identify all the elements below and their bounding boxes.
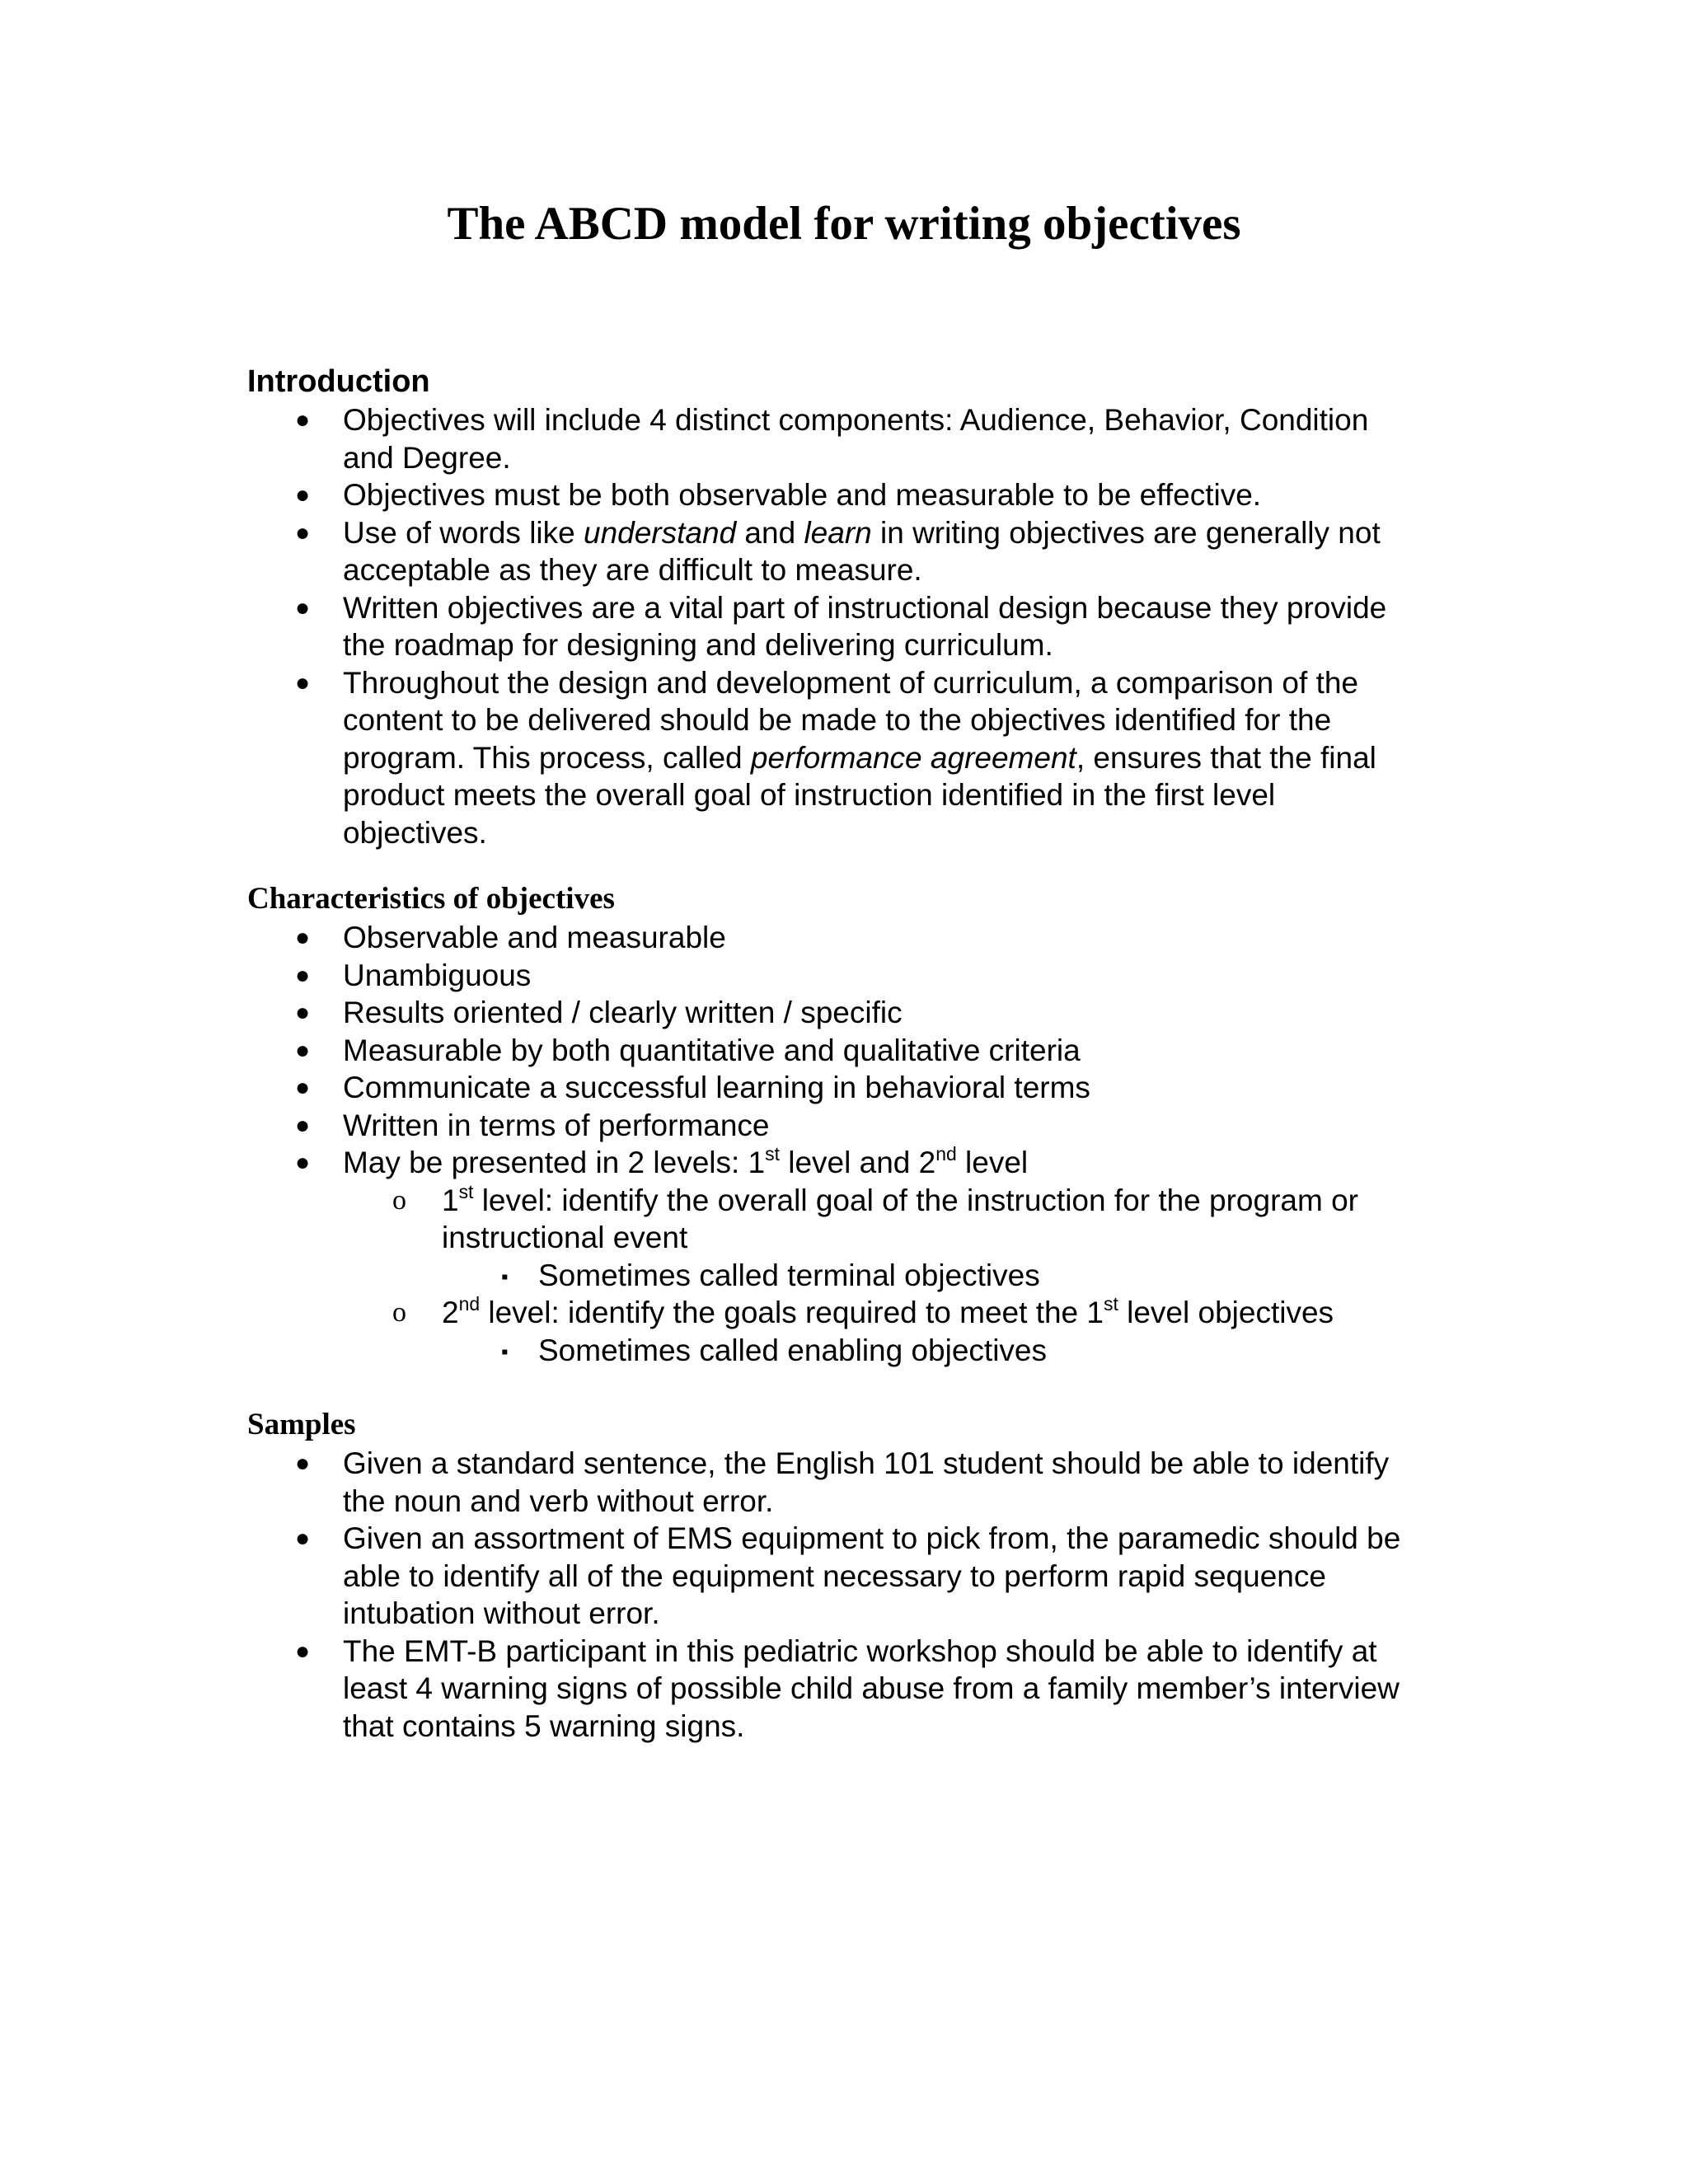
list-item-text: Sometimes called enabling objectives: [538, 1333, 1048, 1367]
text-run: level and 2: [779, 1146, 936, 1179]
sub-list-item: [0, 1294, 1688, 1332]
superscript: nd: [935, 1143, 957, 1165]
text-run: level objectives: [1118, 1296, 1334, 1329]
superscript: st: [458, 1180, 474, 1202]
bullet-marker: ●: [295, 668, 311, 696]
bullet-marker: ●: [295, 481, 311, 509]
document-title: The ABCD model for writing objectives: [447, 198, 1241, 250]
list-item: [0, 589, 1688, 664]
italic-term-understand: understand: [584, 515, 737, 550]
list-item-text: [442, 1294, 1423, 1332]
section-heading-characteristics: Characteristics of objectives: [247, 882, 615, 916]
text-run: May be presented in 2 levels: 1: [343, 1146, 766, 1179]
text-run: Use of words like: [343, 515, 584, 550]
samples-list: [0, 1445, 1688, 1745]
list-item: [0, 957, 1688, 995]
superscript: nd: [458, 1293, 481, 1315]
list-item: [0, 476, 1688, 514]
superscript: st: [1104, 1293, 1118, 1315]
section-heading-introduction: Introduction: [247, 364, 430, 399]
list-item: [0, 919, 1688, 957]
list-item-text: Measurable by both quantitative and qualitative criteria: [343, 1033, 1081, 1067]
bullet-marker: ●: [295, 1036, 311, 1064]
list-item-text: Unambiguous: [343, 958, 532, 992]
sub-sub-list-item: [0, 1332, 1688, 1370]
sub-list-item: [0, 1182, 1688, 1257]
list-item: [0, 994, 1688, 1032]
list-item-text: [343, 514, 1423, 589]
text-run: Throughout the design and development of curriculum, a comparison of the content to be delivered should be made to the objectives identified for the program. This process, called: [343, 665, 1359, 775]
italic-term-performance-agreement: performance agreement: [750, 740, 1076, 775]
list-item-text: Communicate a successful learning in behavioral terms: [343, 1071, 1090, 1104]
list-item: [0, 401, 1688, 476]
bullet-marker: ●: [295, 518, 311, 546]
list-item-text: Objectives will include 4 distinct components: Audience, Behavior, Condition and Degree.: [343, 403, 1369, 475]
bullet-marker: ●: [295, 924, 311, 951]
square-bullet-marker: ▪: [501, 1265, 509, 1288]
list-item-text: Given a standard sentence, the English 101 student should be able to identify the noun and verb without error.: [343, 1446, 1390, 1518]
list-item-text: Objectives must be both observable and measurable to be effective.: [343, 478, 1262, 512]
list-item: [0, 1069, 1688, 1107]
bullet-marker: ●: [295, 961, 311, 989]
bullet-marker: ●: [295, 1111, 311, 1139]
text-run: level: identify the goals required to meet the 1: [480, 1296, 1104, 1329]
bullet-marker: ●: [295, 1525, 311, 1552]
list-item-text: Written objectives are a vital part of instructional design because they provide the roadmap for designing and delivering curriculum.: [343, 590, 1387, 662]
bullet-marker: ●: [295, 999, 311, 1026]
text-run: level: [956, 1146, 1029, 1179]
bullet-marker: ●: [295, 1149, 311, 1176]
sub-bullet-marker: o: [392, 1297, 406, 1328]
bullet-marker: ●: [295, 593, 311, 621]
list-item-text: [343, 1144, 1423, 1182]
text-run: 2: [442, 1296, 459, 1329]
list-item: [0, 1032, 1688, 1070]
introduction-list: [0, 401, 1688, 851]
bullet-marker: ●: [295, 1450, 311, 1477]
text-run: in writing objectives are generally not acceptable as they are difficult to measure.: [343, 515, 1381, 587]
bullet-marker: ●: [295, 1074, 311, 1101]
text-run: level: identify the overall goal of the instruction for the program or instructional event: [442, 1183, 1358, 1254]
superscript: st: [765, 1143, 780, 1165]
list-item-text: Written in terms of performance: [343, 1108, 770, 1142]
bullet-marker: ●: [295, 1637, 311, 1665]
sub-sub-list-item: [0, 1257, 1688, 1295]
italic-term-learn: learn: [804, 515, 872, 550]
list-item-text: Observable and measurable: [343, 921, 726, 954]
text-run: and: [736, 515, 804, 550]
list-item-text: Results oriented / clearly written / specific: [343, 996, 903, 1029]
list-item: [0, 1445, 1688, 1520]
text-run: , ensures that the final product meets the overall goal of instruction identified in the first level objectives.: [343, 740, 1376, 850]
list-item: [0, 1520, 1688, 1633]
characteristics-list: [0, 919, 1688, 1369]
list-item-text: [343, 664, 1423, 852]
square-bullet-marker: ▪: [501, 1340, 509, 1363]
list-item: [0, 664, 1688, 852]
sub-bullet-marker: o: [392, 1184, 406, 1216]
list-item: [0, 514, 1688, 589]
list-item-text: Given an assortment of EMS equipment to pick from, the paramedic should be able to identify all of the equipment necessary to perform rapid sequence intubation without error.: [343, 1521, 1401, 1630]
list-item: [0, 1633, 1688, 1746]
list-item-text: Sometimes called terminal objectives: [538, 1258, 1040, 1292]
bullet-marker: ●: [295, 406, 311, 434]
section-heading-samples: Samples: [247, 1408, 356, 1441]
list-item: [0, 1144, 1688, 1182]
list-item: [0, 1107, 1688, 1145]
list-item-text: The EMT-B participant in this pediatric workshop should be able to identify at least 4 warning signs of possible child abuse from a family member’s interview that contains 5 warning signs.: [343, 1633, 1400, 1743]
text-run: 1: [442, 1183, 459, 1217]
list-item-text: [442, 1182, 1423, 1257]
